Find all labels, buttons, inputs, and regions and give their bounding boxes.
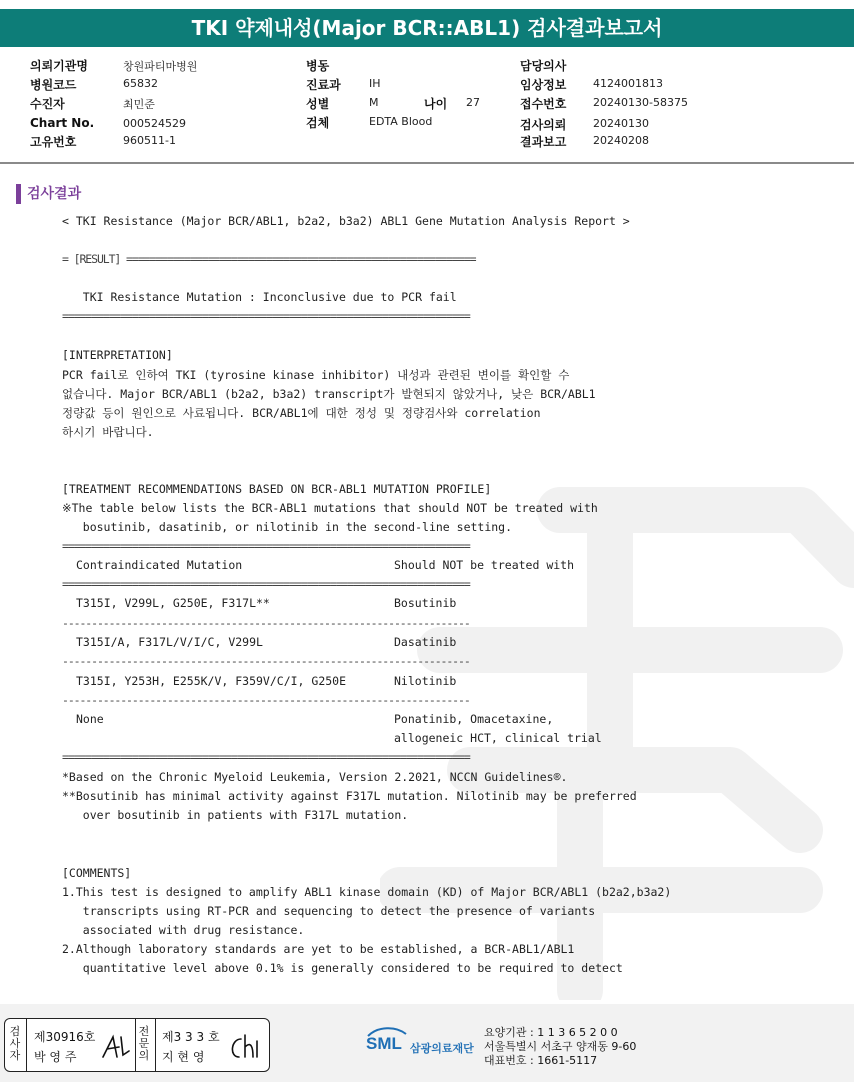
header-label: 진료과 xyxy=(306,78,341,92)
header-label: 접수번호 xyxy=(520,97,567,111)
divider xyxy=(26,1019,27,1071)
separator-line: ---------------------------------------------------------------------- xyxy=(62,616,470,630)
header-label: 고유번호 xyxy=(30,135,77,149)
result-header: = [RESULT] ============================================================ xyxy=(62,252,476,266)
table-cell-mutation: T315I/A, F317L/V/I/C, V299L xyxy=(76,635,263,649)
header-value: 960511-1 xyxy=(123,134,176,147)
table-cell-drug: Ponatinib, Omacetaxine, xyxy=(394,712,554,726)
lab-code: 요양기관 : 1 1 3 6 5 2 0 0 xyxy=(484,1026,618,1039)
header-value: 최민준 xyxy=(123,98,155,111)
lab-phone: 대표번호 : 1661-5117 xyxy=(484,1054,598,1067)
logo-text: SML xyxy=(366,1034,402,1053)
header-label: 의뢰기관명 xyxy=(30,59,88,73)
license-number-2: 제3 3 3 호 xyxy=(162,1030,220,1044)
result-text: TKI Resistance Mutation : Inconclusive due to PCR fail xyxy=(62,290,457,304)
lab-info xyxy=(484,1026,636,1068)
header-label: 임상정보 xyxy=(520,78,567,92)
interpretation-line: 없습니다. Major BCR/ABL1 (b2a2, b3a2) transcript가 발현되지 않았거나, 낮은 BCR/ABL1 xyxy=(62,387,596,401)
comments-heading: [COMMENTS] xyxy=(62,866,132,880)
comment-line: associated with drug resistance. xyxy=(62,923,305,937)
header-value: 창원파티마병원 xyxy=(123,60,198,73)
header-label: 결과보고 xyxy=(520,135,567,149)
header-label: 병동 xyxy=(306,59,330,73)
divider xyxy=(155,1019,156,1071)
interpretation-heading: [INTERPRETATION] xyxy=(62,348,173,362)
signer-label-2: 전 문 의 xyxy=(138,1025,150,1062)
header-label: 성별 xyxy=(306,97,330,111)
header-label: 수진자 xyxy=(30,97,65,111)
table-cell-mutation: T315I, V299L, G250E, F317L** xyxy=(76,596,270,610)
age-value: 27 xyxy=(466,96,480,109)
section-title: 검사결과 xyxy=(16,184,81,204)
header-value: 65832 xyxy=(123,77,158,90)
treatment-heading: [TREATMENT RECOMMENDATIONS BASED ON BCR-ABL1 MUTATION PROFILE] xyxy=(62,482,492,496)
table-header-mutation: Contraindicated Mutation xyxy=(76,558,243,572)
header-value: M xyxy=(369,96,379,109)
separator-line: ---------------------------------------------------------------------- xyxy=(62,654,470,668)
header-value: 20240208 xyxy=(593,134,649,147)
header-value: EDTA Blood xyxy=(369,115,433,128)
treatment-note: ※The table below lists the BCR-ABL1 mutations that should NOT be treated with xyxy=(62,501,598,515)
interpretation-line: 하시기 바랍니다. xyxy=(62,425,154,439)
age-label: 나이 xyxy=(424,97,448,111)
separator-line: ====================================================================== xyxy=(62,750,470,764)
header-label: 병원코드 xyxy=(30,78,77,92)
separator-line: ====================================================================== xyxy=(62,539,470,553)
comment-line: transcripts using RT-PCR and sequencing to detect the presence of variants xyxy=(62,904,596,918)
header-label: Chart No. xyxy=(30,116,95,130)
comment-line: quantitative level above 0.1% is generally considered to be required to detect xyxy=(62,961,623,975)
signer-name-1: 박 영 주 xyxy=(34,1050,77,1064)
comment-line: 2.Although laboratory standards are yet to be established, a BCR-ABL1/ABL1 xyxy=(62,942,575,956)
signature-mark-2 xyxy=(227,1031,263,1063)
lab-logo xyxy=(364,1026,482,1060)
lab-address: 서울특별시 서초구 양재동 9-60 xyxy=(484,1040,637,1053)
footnote: over bosutinib in patients with F317L mutation. xyxy=(62,808,409,822)
header-value: 20240130 xyxy=(593,117,649,130)
signer-label-1: 검 사 자 xyxy=(9,1025,21,1062)
signature-box xyxy=(4,1018,270,1072)
footnote: **Bosutinib has minimal activity against F317L mutation. Nilotinib may be preferred xyxy=(62,789,637,803)
separator-line: ====================================================================== xyxy=(62,577,470,591)
separator-line: ---------------------------------------------------------------------- xyxy=(62,693,470,707)
table-cell-drug: Bosutinib xyxy=(394,596,457,610)
header-info xyxy=(0,54,854,154)
treatment-note: bosutinib, dasatinib, or nilotinib in the second-line setting. xyxy=(62,520,513,534)
table-cell-mutation: None xyxy=(76,712,104,726)
report-heading: < TKI Resistance (Major BCR/ABL1, b2a2, b3a2) ABL1 Gene Mutation Analysis Report > xyxy=(62,214,630,228)
report-title: TKI 약제내성(Major BCR::ABL1) 검사결과보고서 xyxy=(0,9,854,47)
license-number-1: 제30916호 xyxy=(34,1030,96,1044)
table-cell-drug: Dasatinib xyxy=(394,635,457,649)
table-cell-mutation: T315I, Y253H, E255K/V, F359V/C/I, G250E xyxy=(76,674,347,688)
header-value: IH xyxy=(369,77,381,90)
header-divider xyxy=(0,162,854,164)
header-label: 검체 xyxy=(306,116,330,130)
footnote: *Based on the Chronic Myeloid Leukemia, Version 2.2021, NCCN Guidelines®. xyxy=(62,770,568,784)
separator-line: ====================================================================== xyxy=(62,309,470,323)
header-label: 담당의사 xyxy=(520,59,567,73)
divider xyxy=(135,1019,136,1071)
header-label: 검사의뢰 xyxy=(520,118,567,132)
signer-name-2: 지 현 영 xyxy=(162,1050,205,1064)
interpretation-line: 정량값 등이 원인으로 사료됩니다. BCR/ABL1에 대한 정성 및 정량검사와 correlation xyxy=(62,406,541,420)
table-cell-drug: Nilotinib xyxy=(394,674,457,688)
lab-name: 삼광의료재단 xyxy=(410,1042,474,1055)
interpretation-line: PCR fail로 인하여 TKI (tyrosine kinase inhibitor) 내성과 관련된 변이를 확인할 수 xyxy=(62,368,570,382)
header-value: 4124001813 xyxy=(593,77,663,90)
table-header-drug: Should NOT be treated with xyxy=(394,558,575,572)
comment-line: 1.This test is designed to amplify ABL1 kinase domain (KD) of Major BCR/ABL1 (b2a2,b3a2) xyxy=(62,885,672,899)
table-cell-drug: allogeneic HCT, clinical trial xyxy=(394,731,602,745)
header-value: 20240130-58375 xyxy=(593,96,688,109)
header-value: 000524529 xyxy=(123,117,186,130)
signature-mark-1 xyxy=(99,1031,133,1063)
